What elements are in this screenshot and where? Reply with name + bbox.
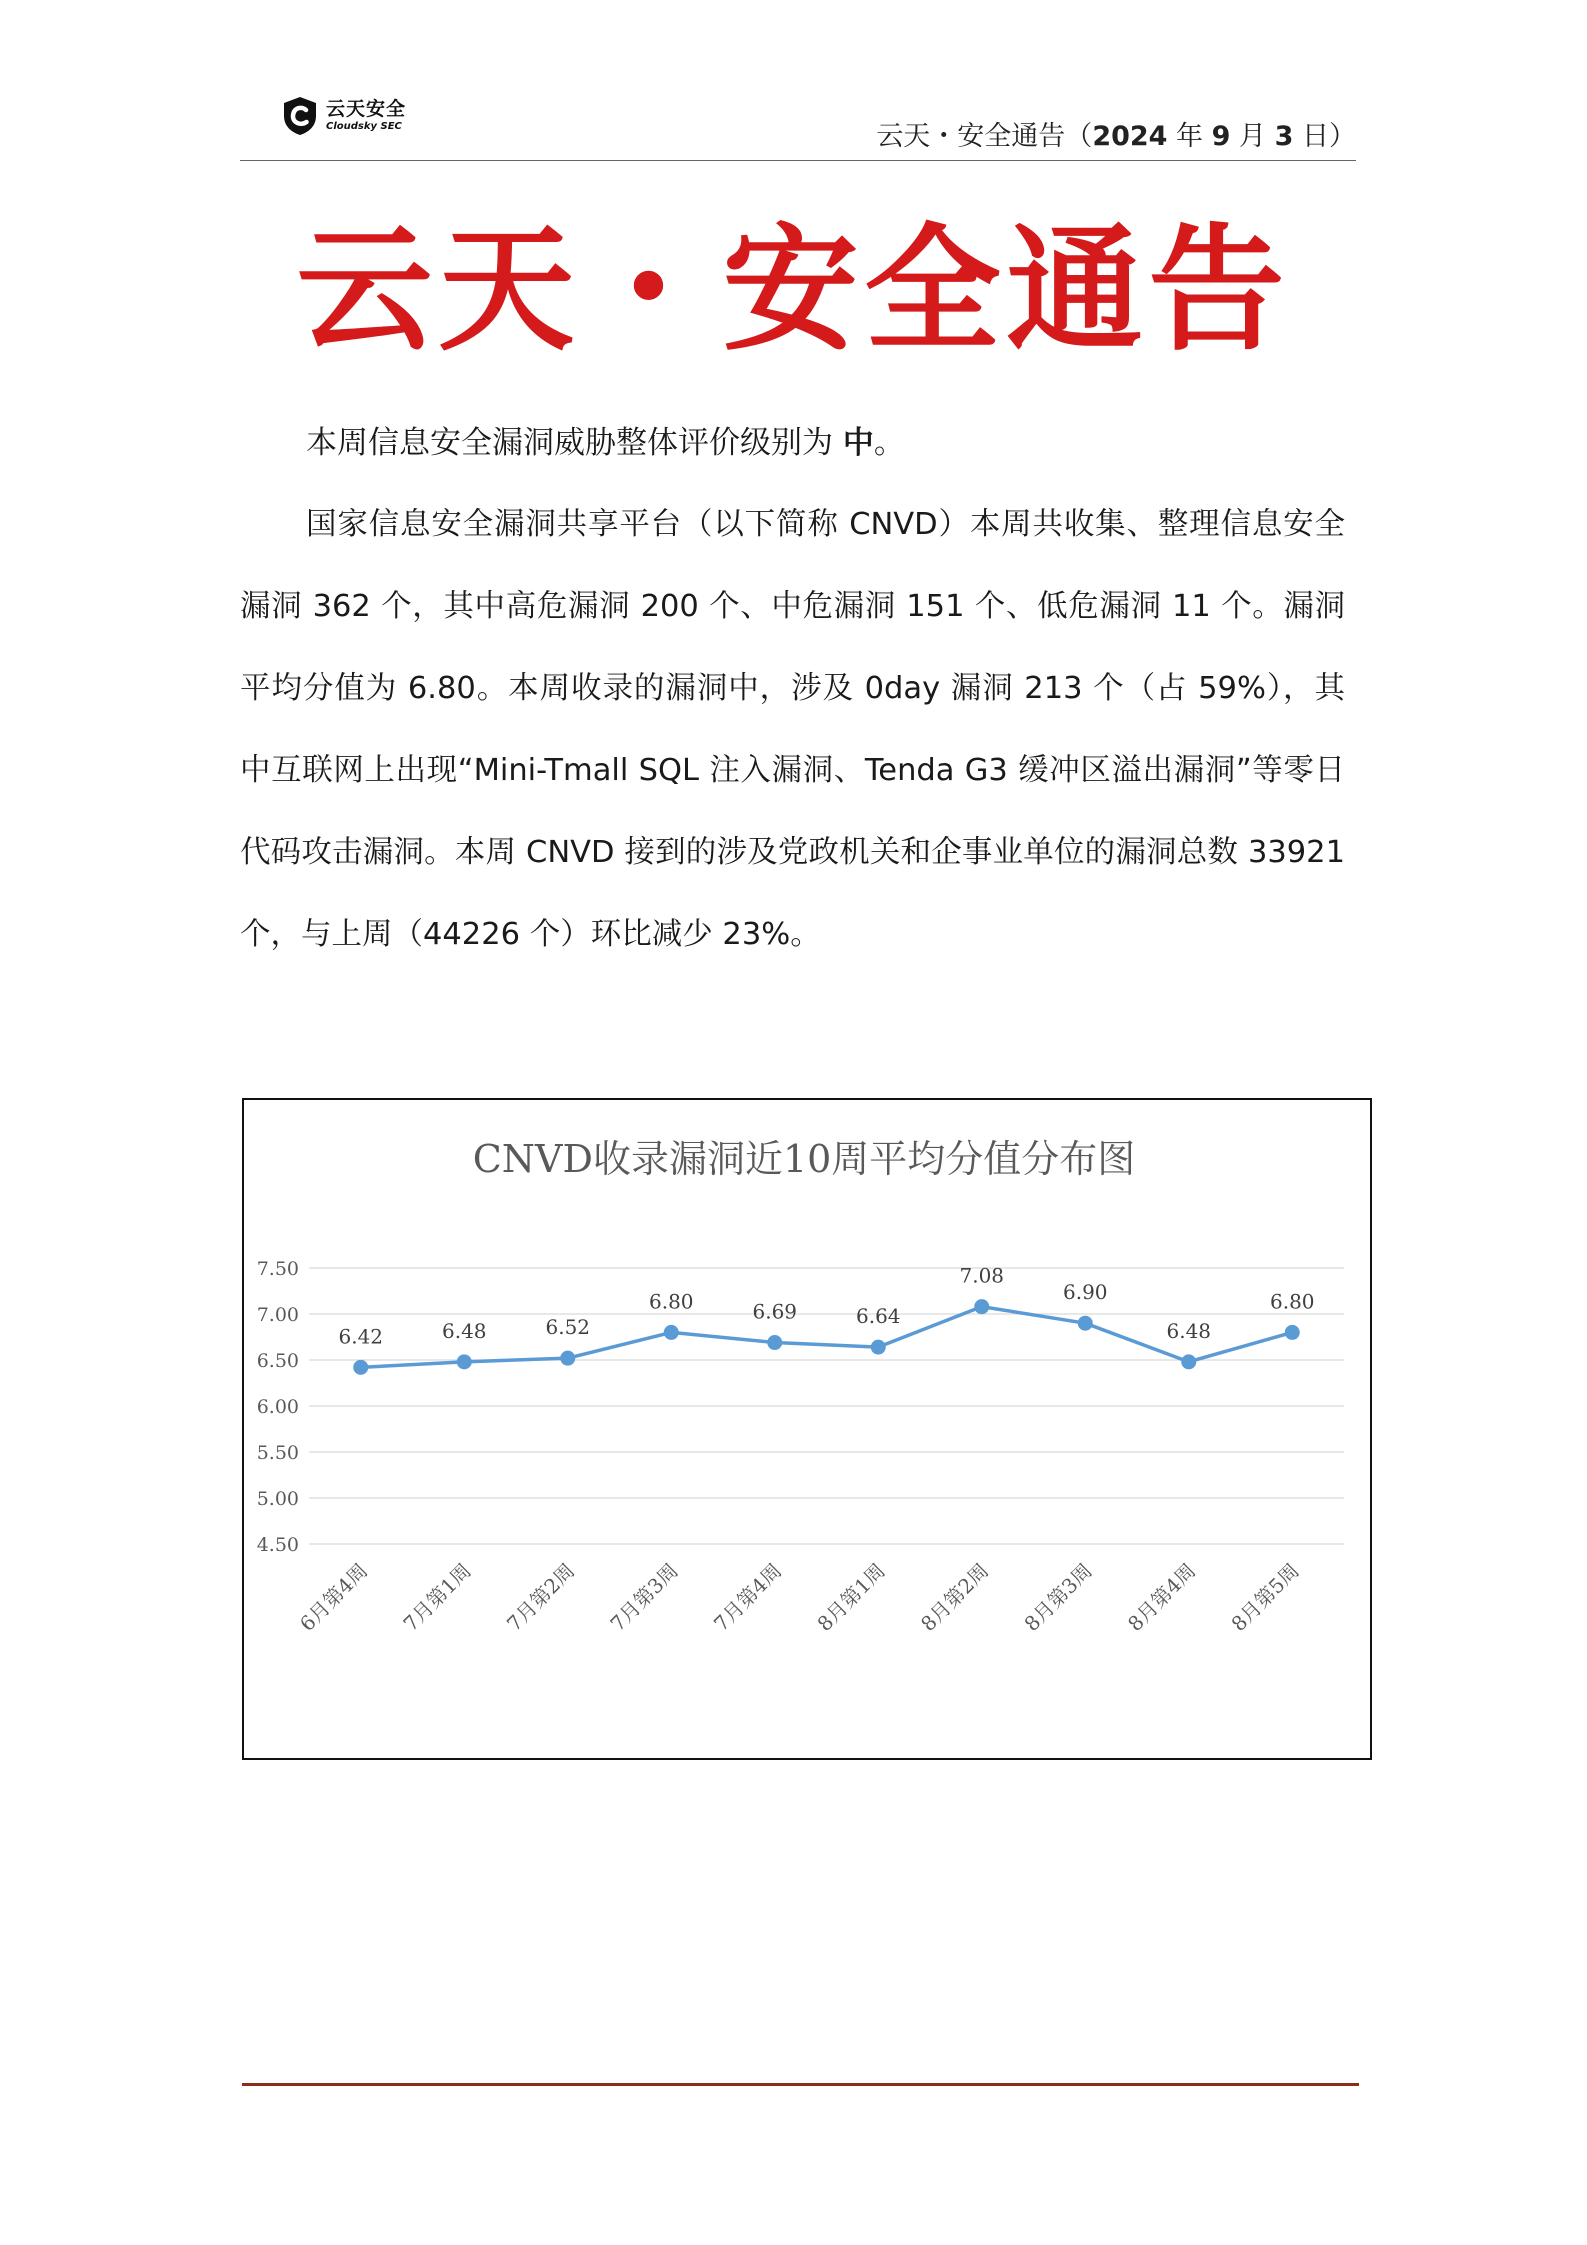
data-point xyxy=(767,1335,782,1350)
data-point xyxy=(664,1325,679,1340)
logo-english-name: Cloudsky SEC xyxy=(326,121,402,132)
chart-gridlines xyxy=(309,1268,1344,1544)
data-point xyxy=(353,1360,368,1375)
threat-level-value: 中 xyxy=(842,425,874,461)
x-tick-label: 7月第3周 xyxy=(605,1558,683,1636)
notice-date-header xyxy=(876,114,1356,153)
y-tick-label: 5.00 xyxy=(256,1488,299,1510)
data-point xyxy=(560,1351,575,1366)
data-label: 6.69 xyxy=(752,1299,798,1324)
header-divider xyxy=(240,160,1356,161)
notice-month: 9 xyxy=(1211,121,1231,152)
x-tick-label: 8月第3周 xyxy=(1019,1558,1097,1636)
data-label: 6.90 xyxy=(1062,1280,1108,1305)
chart-x-axis xyxy=(295,1559,1304,1636)
footer-divider xyxy=(242,2083,1359,2086)
cloudsky-shield-logo-icon xyxy=(282,96,318,136)
notice-day-suffix: 日） xyxy=(1293,121,1356,152)
x-tick-label: 8月第5周 xyxy=(1226,1558,1304,1636)
chart-data-labels xyxy=(338,1264,1314,1349)
threat-level-paragraph xyxy=(240,402,1345,484)
x-tick-label: 8月第1周 xyxy=(812,1558,890,1636)
data-point xyxy=(1181,1354,1196,1369)
data-label: 6.52 xyxy=(545,1315,591,1340)
page-title: 云天・安全通告 xyxy=(296,210,1291,370)
threat-level-end: 。 xyxy=(873,425,905,461)
score-chart-svg xyxy=(244,1100,1370,1758)
x-tick-label: 7月第1周 xyxy=(398,1558,476,1636)
y-tick-label: 6.50 xyxy=(256,1350,299,1372)
x-tick-label: 8月第4周 xyxy=(1122,1558,1201,1636)
data-label: 6.64 xyxy=(855,1304,901,1329)
data-point xyxy=(871,1340,886,1355)
y-tick-label: 7.00 xyxy=(256,1304,299,1326)
y-tick-label: 7.50 xyxy=(256,1258,299,1280)
data-label: 6.48 xyxy=(441,1318,487,1343)
chart-series-line xyxy=(361,1307,1293,1368)
data-point xyxy=(974,1299,989,1314)
score-chart xyxy=(242,1098,1372,1760)
data-label: 6.80 xyxy=(648,1289,694,1314)
y-tick-label: 6.00 xyxy=(256,1396,299,1418)
data-label: 6.48 xyxy=(1166,1318,1212,1343)
chart-title: CNVD收录漏洞近10周平均分值分布图 xyxy=(472,1137,1136,1181)
y-tick-label: 5.50 xyxy=(256,1442,299,1464)
data-point xyxy=(1285,1325,1300,1340)
data-label: 6.42 xyxy=(338,1324,384,1349)
x-tick-label: 8月第2周 xyxy=(915,1558,994,1636)
data-label: 6.80 xyxy=(1269,1289,1315,1314)
notice-prefix: 云天・安全通告（ xyxy=(876,121,1093,152)
chart-y-axis xyxy=(257,1258,299,1556)
logo-chinese-name: 云天安全 xyxy=(326,98,407,120)
data-point xyxy=(1078,1316,1093,1331)
data-label: 7.08 xyxy=(959,1263,1005,1288)
notice-year: 2024 xyxy=(1092,121,1168,152)
chart-data-points xyxy=(353,1299,1300,1375)
threat-level-text: 本周信息安全漏洞威胁整体评价级别为 xyxy=(306,425,833,461)
data-point xyxy=(457,1354,472,1369)
cloudsky-logo xyxy=(282,96,406,136)
logo-text xyxy=(326,100,406,132)
y-tick-label: 4.50 xyxy=(256,1534,299,1556)
x-tick-label: 7月第4周 xyxy=(708,1558,787,1636)
x-tick-label: 6月第4周 xyxy=(294,1558,373,1636)
series-line xyxy=(361,1307,1293,1368)
notice-day: 3 xyxy=(1274,121,1294,152)
cnvd-summary-paragraph: 国家信息安全漏洞共享平台（以下简称 CNVD）本周共收集、整理信息安全漏洞 362 个，其中高危漏洞 200 个、中危漏洞 151 个、低危漏洞 11 个。漏洞平均分值为 6.80。本周收录的漏洞中，涉及 0day 漏洞 213 个（占 59%），其中互联网上出现“Mini-Tmall SQL 注入漏洞、Tenda G3 缓冲区溢出漏洞”等零日代码攻击漏洞。本周 CNVD 接到的涉及党政机关和企事业单位的漏洞总数 33921 个，与上周（44226 个）环比减少 23%。 xyxy=(240,507,1345,952)
notice-year-suffix: 年 xyxy=(1167,121,1212,152)
notice-month-suffix: 月 xyxy=(1230,121,1275,152)
x-tick-label: 7月第2周 xyxy=(501,1558,580,1636)
